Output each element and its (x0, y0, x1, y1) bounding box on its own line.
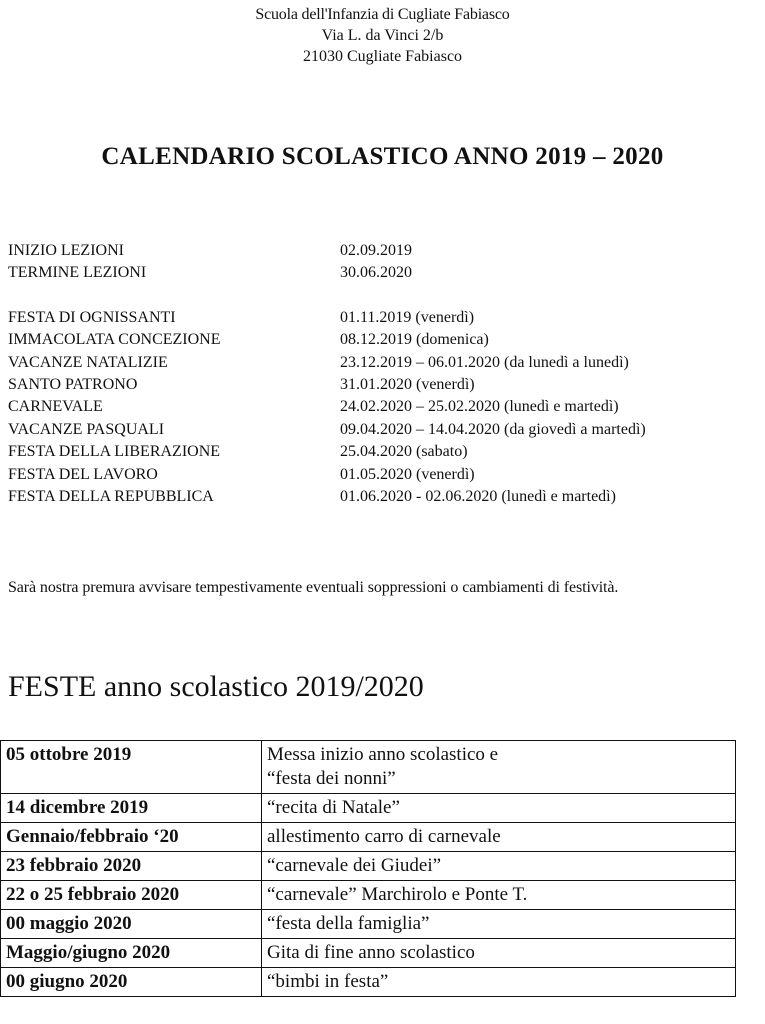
table-row (1, 852, 736, 881)
date-row (8, 262, 758, 284)
holiday-value: 01.11.2019 (venerdì) (340, 308, 475, 326)
feste-table (0, 740, 736, 997)
holiday-row (8, 396, 758, 418)
holiday-value: 23.12.2019 – 06.01.2020 (da lunedì a lunedì) (340, 353, 629, 371)
feste-title: FESTE anno scolastico 2019/2020 (8, 670, 424, 703)
feste-date: Gennaio/febbraio ‘20 (1, 823, 262, 852)
feste-event: allestimento carro di carnevale (262, 823, 736, 852)
date-value: 02.09.2019 (340, 242, 412, 259)
holiday-label: CARNEVALE (8, 398, 103, 416)
page-title: CALENDARIO SCOLASTICO ANNO 2019 – 2020 (101, 143, 664, 170)
table-row (1, 741, 736, 794)
date-label: INIZIO LEZIONI (8, 242, 124, 259)
table-row (1, 939, 736, 968)
holiday-label: VACANZE PASQUALI (8, 420, 165, 438)
holiday-row (8, 374, 758, 396)
holiday-label: FESTA DELLA REPUBBLICA (8, 487, 214, 505)
feste-date: 05 ottobre 2019 (1, 741, 262, 794)
holiday-label: FESTA DI OGNISSANTI (8, 308, 176, 326)
feste-date: 14 dicembre 2019 (1, 794, 262, 823)
holiday-row (8, 419, 758, 441)
feste-date: 22 o 25 febbraio 2020 (1, 881, 262, 910)
holiday-value: 08.12.2019 (domenica) (340, 331, 489, 349)
feste-date: Maggio/giugno 2020 (1, 939, 262, 968)
holiday-row (8, 307, 758, 329)
feste-date: 00 giugno 2020 (1, 968, 262, 997)
holiday-row (8, 486, 758, 508)
table-row (1, 910, 736, 939)
holiday-value: 24.02.2020 – 25.02.2020 (lunedì e martedì) (340, 398, 619, 416)
school-address: Via L. da Vinci 2/b (321, 27, 444, 44)
holiday-label: IMMACOLATA CONCEZIONE (8, 331, 221, 349)
school-header (0, 4, 765, 67)
holiday-row (8, 464, 758, 486)
holiday-value: 25.04.2020 (sabato) (340, 443, 468, 461)
holiday-row (8, 329, 758, 351)
feste-event: “carnevale dei Giudei” (262, 852, 736, 881)
date-value: 30.06.2020 (340, 264, 412, 282)
holiday-label: VACANZE NATALIZIE (8, 353, 168, 371)
table-row (1, 968, 736, 997)
table-row (1, 881, 736, 910)
table-row (1, 794, 736, 823)
date-row (8, 240, 758, 262)
feste-event: Messa inizio anno scolastico e “festa dei nonni” (262, 741, 736, 794)
calendar-dates (8, 240, 758, 508)
school-city: 21030 Cugliate Fabiasco (302, 48, 463, 65)
notice-text: Sarà nostra premura avvisare tempestivamente eventuali soppressioni o cambiamenti di festività. (8, 579, 619, 596)
holiday-row (8, 441, 758, 463)
spacer (8, 285, 758, 307)
feste-event: Gita di fine anno scolastico (262, 939, 736, 968)
date-label: TERMINE LEZIONI (8, 264, 147, 282)
feste-date: 00 maggio 2020 (1, 910, 262, 939)
holiday-value: 01.05.2020 (venerdì) (340, 465, 475, 483)
feste-date: 23 febbraio 2020 (1, 852, 262, 881)
feste-event: “festa della famiglia” (262, 910, 736, 939)
holiday-value: 01.06.2020 - 02.06.2020 (lunedì e martedì) (340, 487, 616, 505)
holiday-label: FESTA DEL LAVORO (8, 465, 158, 483)
holiday-label: SANTO PATRONO (8, 375, 138, 393)
feste-event: “recita di Natale” (262, 794, 736, 823)
holiday-label: FESTA DELLA LIBERAZIONE (8, 443, 221, 461)
holiday-value: 31.01.2020 (venerdì) (340, 375, 475, 393)
feste-event: “carnevale” Marchirolo e Ponte T. (262, 881, 736, 910)
feste-event: “bimbi in festa” (262, 968, 736, 997)
holiday-value: 09.04.2020 – 14.04.2020 (da giovedì a martedì) (340, 420, 646, 438)
school-name: Scuola dell'Infanzia di Cugliate Fabiasco (255, 6, 510, 23)
holiday-row (8, 352, 758, 374)
table-row (1, 823, 736, 852)
